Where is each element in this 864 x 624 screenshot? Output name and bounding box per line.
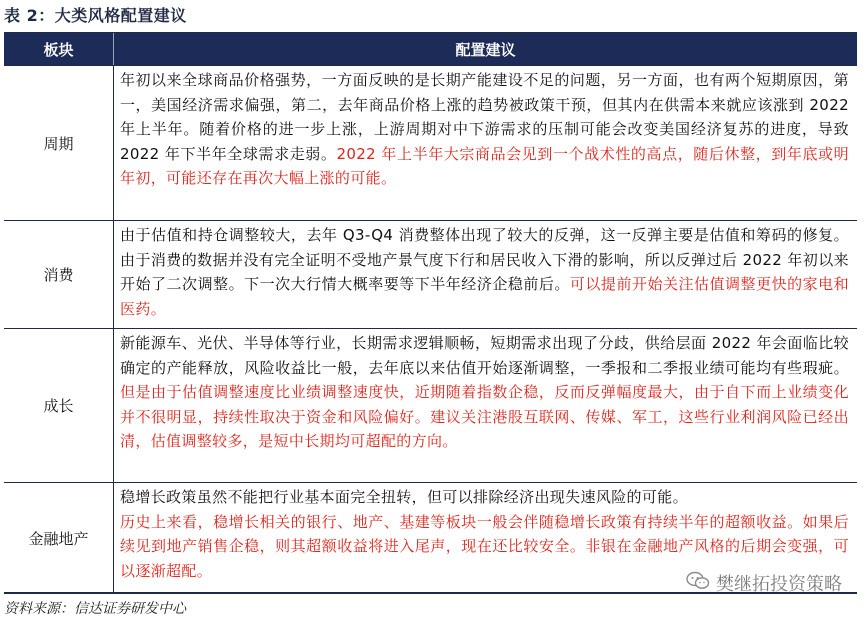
advice-cell: [114, 221, 857, 328]
table-row: [4, 220, 857, 328]
table-row: [4, 328, 857, 482]
wechat-icon: [686, 571, 710, 596]
advice-highlight: 但是由于估值调整速度比业绩调整速度快，近期随着指数企稳，反而反弹幅度最大，由于自下而上业绩变化并不很明显，持续性取决于资金和风险偏好。建议关注港股互联网、传媒、军工，这些行业利润风险已经出清，估值调整较多，是短中长期均可超配的方向。: [120, 383, 849, 451]
advice-highlight: 可以提前开始关注估值调整更快的家电和医药。: [120, 275, 849, 318]
advice-text: 年初以来全球商品价格强势，一方面反映的是长期产能建设不足的问题，另一方面，也有两个短期原因，第一，美国经济需求偏强，第二，去年商品价格上涨的趋势被政策干预，但其内在供需本来就应该涨到 2022 年上半年。随着价格的进一步上涨，上游周期对中下游需求的压制可能会改变美国经济复苏的进度，导致 2022 年下半年全球需求走弱。: [120, 71, 849, 163]
advice-text: 新能源车、光伏、半导体等行业，长期需求逻辑顺畅，短期需求出现了分歧，供给层面 2022 年会面临比较确定的产能释放，风险收益比一般，去年底以来估值开始逐渐调整，一季报和二季报业绩可能均有些瑕疵。: [120, 334, 849, 377]
advice-text: 稳增长政策虽然不能把行业基本面完全扭转，但可以排除经济出现失速风险的可能。: [120, 488, 688, 506]
advice-text: 由于估值和持仓调整较大，去年 Q3-Q4 消费整体出现了较大的反弹，这一反弹主要是估值和筹码的修复。由于消费的数据并没有完全证明不受地产景气度下行和居民收入下滑的影响，所以反弹过后 2022 年初以来开始了二次调整。下一次大行情大概率要等下半年经济企稳前后。: [120, 226, 849, 294]
header-advice: 配置建议: [455, 40, 516, 59]
watermark-text: 樊继拓投资策略: [716, 574, 842, 595]
sector-cell: 金融地产: [4, 483, 114, 593]
advice-cell: [114, 329, 857, 482]
table-title: 表 2：大类风格配置建议: [4, 6, 187, 25]
allocation-table: [4, 32, 857, 594]
source-note: 资料来源：信达证券研发中心: [4, 601, 186, 617]
sector-cell: 周期: [4, 66, 114, 220]
sector-cell: 消费: [4, 221, 114, 328]
advice-highlight: 2022 年上半年大宗商品会见到一个战术性的高点，随后休整，到年底或明年初，可能还存在再次大幅上涨的可能。: [120, 144, 850, 188]
header-sector: 板块: [4, 33, 114, 65]
sector-cell: 成长: [4, 329, 114, 482]
table-header: [4, 33, 857, 65]
advice-highlight: 历史上来看，稳增长相关的银行、地产、基建等板块一般会伴随稳增长政策有持续半年的超额收益。如果后续见到地产销售企稳，则其超额收益将进入尾声，现在还比较安全。非银在金融地产风格的后期会变强，可以逐渐超配。: [120, 512, 849, 580]
advice-cell: [114, 66, 857, 220]
table-row: [4, 65, 857, 220]
watermark: [686, 570, 842, 596]
